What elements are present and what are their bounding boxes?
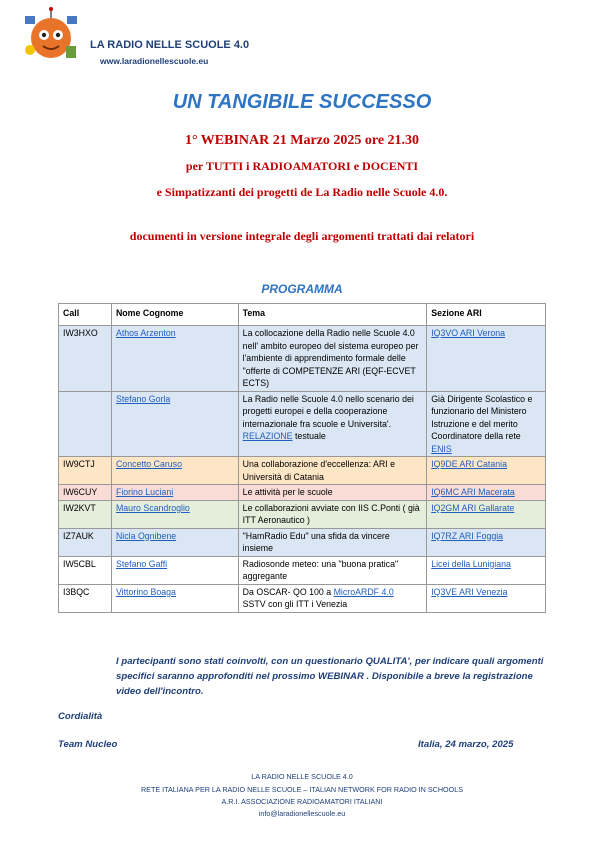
footer-line-3: A.R.I. ASSOCIAZIONE RADIOAMATORI ITALIANI: [221, 797, 383, 806]
speaker-link[interactable]: Stefano Gorla: [115, 393, 171, 404]
table-row: [59, 528, 546, 556]
cell-tema: Radiosonde meteo: una "buona pratica" aggregante: [238, 556, 427, 584]
cell-tema: [238, 391, 427, 457]
webinar-date: 1° WEBINAR 21 Marzo 2025 ore 21.30: [184, 133, 420, 148]
microardf-link[interactable]: MicroARDF 4.0: [333, 586, 394, 597]
cell-tema: Le collaborazioni avviate con IIS C.Ponti ( già ITT Aeronautico ): [238, 500, 427, 528]
header-sezione: Sezione ARI: [427, 304, 546, 326]
greeting: Cordialità: [58, 711, 103, 722]
cell-call: IZ7AUK: [59, 528, 112, 556]
section-link[interactable]: IQ3VE ARI Venezia: [431, 586, 508, 597]
table-row: [59, 485, 546, 501]
signature: Team Nucleo: [58, 739, 118, 750]
speaker-link[interactable]: Stefano Gaffi: [115, 558, 168, 569]
audience-line: per TUTTI i RADIOAMATORI e DOCENTI: [185, 159, 419, 173]
footer-line-1: LA RADIO NELLE SCUOLE 4.0: [251, 772, 353, 781]
speaker-link[interactable]: Fiorino Luciani: [115, 487, 174, 497]
cell-call: IW6CUY: [59, 485, 112, 501]
cell-call: IW3HXO: [59, 326, 112, 392]
program-table: [58, 303, 546, 613]
cell-tema: Le attività per le scuole: [238, 485, 427, 501]
cell-call: IW5CBL: [59, 556, 112, 584]
header-tema: Tema: [238, 304, 427, 326]
footer-email[interactable]: info@laradionellescuole.eu: [258, 809, 346, 818]
table-row: [59, 584, 546, 612]
org-url[interactable]: www.laradionellescuole.eu: [100, 56, 209, 66]
cell-tema: [238, 584, 427, 612]
header-name: Nome Cognome: [111, 304, 238, 326]
sezione-text: Già Dirigente Scolastico e funzionario del Ministero Istruzione e del merito Coordinatore della rete: [431, 393, 533, 441]
section-link[interactable]: Licei della Lunigiana: [431, 558, 511, 569]
cell-tema: La collocazione della Radio nelle Scuole 4.0 nell' ambito europeo del sistema europeo per l'ambiente di apprendimento formale delle "offerte di COMPETENZE ARI (EQF-ECVET ECTS): [238, 326, 427, 392]
table-header-row: [59, 304, 546, 326]
speaker-link[interactable]: Concetto Caruso: [115, 459, 182, 469]
cell-call: I3BQC: [59, 584, 112, 612]
table-row: [59, 500, 546, 528]
speaker-link[interactable]: Athos Arzenton: [115, 328, 176, 338]
cell-call: IW9CTJ: [59, 457, 112, 485]
cell-tema: Una collaborazione d'eccellenza: ARI e Università di Catania: [238, 457, 427, 485]
enis-link[interactable]: ENIS: [431, 443, 452, 454]
radio-robot-mascot-icon: [22, 6, 80, 64]
table-row: [59, 556, 546, 584]
cell-sezione: [427, 391, 546, 457]
cell-tema: "HamRadio Edu" una sfida da vincere insieme: [238, 528, 427, 556]
tema-post: SSTV con gli ITT i Venezia: [242, 599, 348, 609]
table-row: [59, 457, 546, 485]
tema-text: La Radio nelle Scuole 4.0 nello scenario dei progetti europei e della cooperazione internazionale fra scuole e Universita'.: [242, 393, 414, 429]
tema-pre: Da OSCAR- QO 100 a: [242, 586, 334, 597]
footer-line-2: RETE ITALIANA PER LA RADIO NELLE SCUOLE – ITALIAN NETWORK FOR RADIO IN SCHOOLS: [140, 785, 464, 794]
section-link[interactable]: IQ9DE ARI Catania: [431, 459, 507, 469]
org-name: LA RADIO NELLE SCUOLE 4.0: [90, 39, 250, 51]
participants-note: I partecipanti sono stati coinvolti, con un questionario QUALITA', per indicare quali argomenti specifici saranno approfonditi nel prossimo WEBINAR . Disponibile a breve la registrazione video dell'incontro.: [116, 656, 544, 697]
page-title: UN TANGIBILE SUCCESSO: [172, 91, 432, 113]
header-call: Call: [59, 304, 112, 326]
section-link[interactable]: IQ6MC ARI Macerata: [431, 487, 515, 497]
section-link[interactable]: IQ7RZ ARI Foggia: [431, 530, 504, 541]
place-date: Italia, 24 marzo, 2025: [418, 739, 514, 750]
tema-suffix: testuale: [292, 431, 326, 441]
speaker-link[interactable]: Mauro Scandroglio: [115, 502, 190, 513]
table-row: [59, 391, 546, 457]
cell-call: IW2KVT: [59, 500, 112, 528]
cell-call: [59, 391, 112, 457]
documents-line: documenti in versione integrale degli argomenti trattati dai relatori: [129, 229, 475, 243]
relazione-link[interactable]: RELAZIONE: [242, 431, 293, 441]
table-row: [59, 326, 546, 392]
sympathizers-line: e Simpatizzanti dei progetti de La Radio nelle Scuole 4.0.: [156, 185, 448, 199]
speaker-link[interactable]: Nicla Ognibene: [115, 530, 177, 541]
section-link[interactable]: IQ2GM ARI Gallarate: [431, 502, 515, 513]
speaker-link[interactable]: Vittorino Boaga: [115, 586, 176, 597]
programma-heading: PROGRAMMA: [261, 282, 343, 296]
section-link[interactable]: IQ3VO ARI Verona: [431, 328, 506, 338]
